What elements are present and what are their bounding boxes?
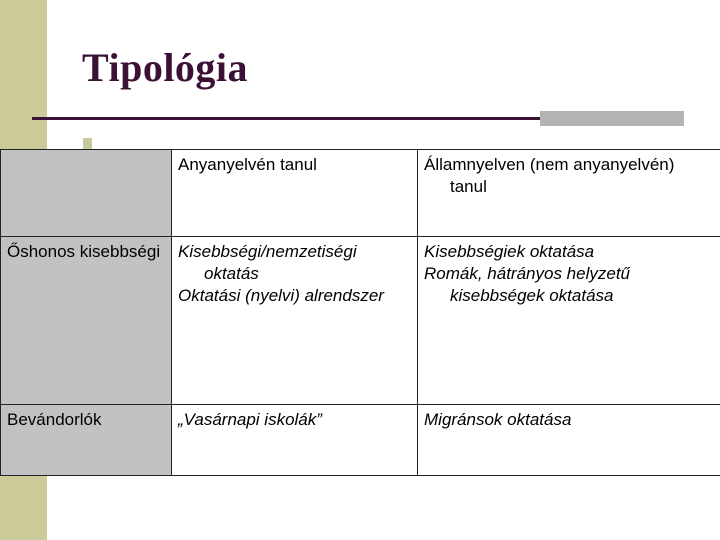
cell-line: Oktatási (nyelvi) alrendszer <box>178 286 384 305</box>
table-cell <box>418 405 720 476</box>
accent-bar <box>540 111 684 126</box>
row-label: Bevándorlók <box>7 410 102 429</box>
slide-title: Tipológia <box>82 45 249 90</box>
typology-table <box>0 149 720 476</box>
cell-line: Kisebbségi/nemzetiségi oktatás <box>178 242 357 283</box>
table-cell <box>172 405 418 476</box>
row-label: Őshonos kisebbségi <box>7 242 161 261</box>
header-cell-mother-tongue <box>172 150 418 237</box>
header-cell-empty <box>1 150 172 237</box>
header-mother-tongue-label: Anyanyelvén tanul <box>178 155 317 174</box>
cell-line: Migránsok oktatása <box>424 410 572 429</box>
cell-line: Kisebbségiek oktatása <box>424 242 595 261</box>
cell-line: „Vasárnapi iskolák” <box>178 410 322 429</box>
header-state-language-label: Államnyelven (nem anyanyelvén) tanul <box>424 155 675 196</box>
table-row <box>1 405 720 476</box>
header-cell-state-language <box>418 150 720 237</box>
cell-line: Romák, hátrányos helyzetű kisebbségek oktatása <box>424 264 630 305</box>
table-row <box>1 237 720 405</box>
row-label-cell <box>1 405 172 476</box>
table-cell <box>418 237 720 405</box>
row-label-cell <box>1 237 172 405</box>
table-cell <box>172 237 418 405</box>
table-header-row <box>1 150 720 237</box>
